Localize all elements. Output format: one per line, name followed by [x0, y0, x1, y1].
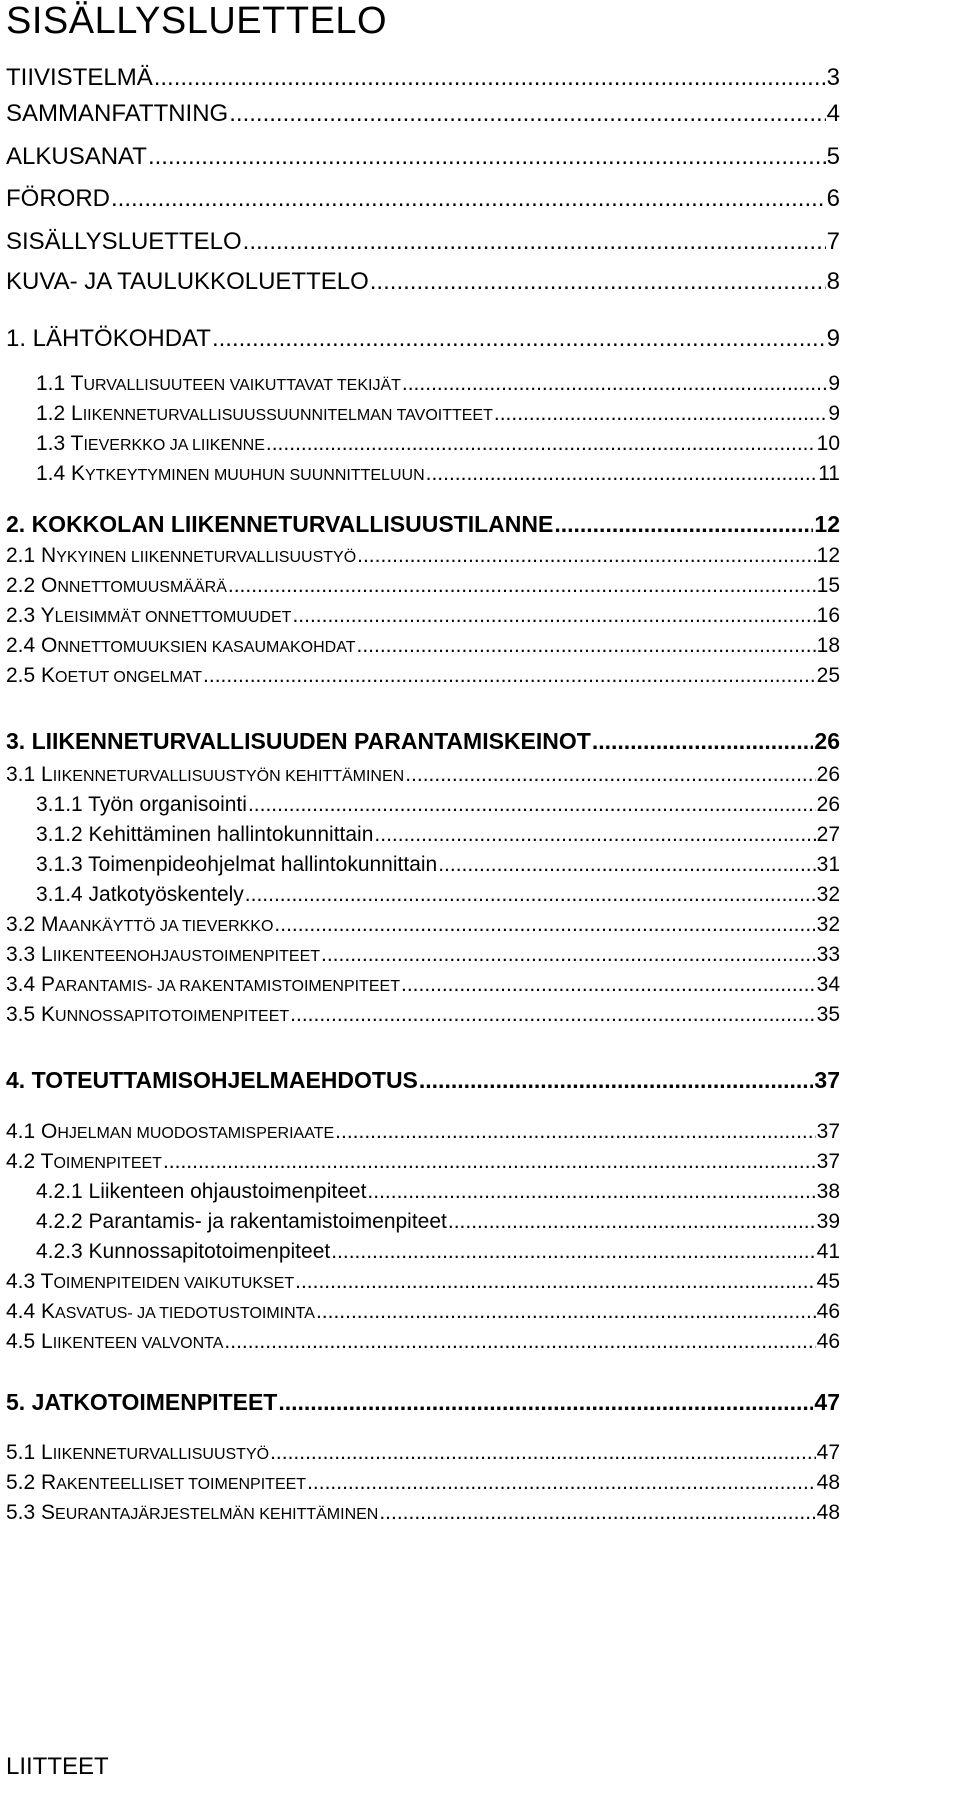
toc-entry-alkusanat[interactable] [6, 142, 840, 172]
toc-entry-number: 3.1 [6, 763, 42, 786]
toc-entry-label [36, 399, 493, 429]
toc-dot-leader [243, 227, 826, 257]
toc-entry-initial: S [41, 1501, 56, 1524]
toc-entry-number: 3.2 [6, 913, 42, 936]
toc-entry-label [6, 910, 273, 940]
toc-entry-chapter-4[interactable] [6, 1065, 840, 1095]
toc-page-number: 27 [816, 823, 840, 846]
toc-entry-label: 3.1.3 Toimenpideohjelmat hallintokunnittain [36, 853, 438, 876]
toc-page-number: 45 [816, 1270, 840, 1293]
toc-page-number: 16 [816, 604, 840, 627]
toc-page-number: 26 [814, 728, 840, 754]
toc-entry-rest: HJELMAN MUODOSTAMISPERIAATE [57, 1125, 335, 1142]
toc-entry-2-5[interactable] [6, 661, 840, 691]
toc-entry-number: 2.3 [6, 604, 41, 627]
toc-entry-chapter-3[interactable] [6, 726, 840, 756]
toc-page-number: 8 [826, 268, 840, 295]
toc-entry-5-1[interactable] [6, 1438, 840, 1468]
toc-entry-number: 4.2 [6, 1150, 41, 1173]
toc-dot-leader [494, 399, 827, 429]
appendix-heading: LIITTEET [6, 1753, 109, 1780]
toc-entry-chapter-1[interactable] [6, 324, 840, 354]
toc-entry-label [6, 541, 356, 571]
toc-page-number: 37 [814, 1067, 840, 1093]
toc-entry-4-5[interactable] [6, 1327, 840, 1357]
toc-entry-label: 5. JATKOTOIMENPITEET [6, 1389, 278, 1415]
toc-entry-label [6, 571, 227, 601]
toc-entry-rest: URVALLISUUTEEN VAIKUTTAVAT TEKIJÄT [83, 377, 401, 394]
toc-dot-leader [356, 631, 815, 661]
toc-entry-number: 2.1 [6, 544, 42, 567]
toc-entry-label: ALKUSANAT [6, 143, 147, 170]
toc-entry-label [6, 970, 400, 1000]
toc-entry-number: 1.2 [36, 402, 72, 425]
toc-entry-3-1-4[interactable] [36, 880, 840, 910]
toc-entry-label: FÖRORD [6, 185, 110, 212]
toc-entry-number: 2.5 [6, 664, 42, 687]
toc-entry-4-3[interactable] [6, 1267, 840, 1297]
toc-entry-1-1[interactable] [36, 369, 840, 399]
toc-entry-initial: L [71, 402, 83, 425]
toc-entry-rest: EURANTAJÄRJESTELMÄN KEHITTÄMINEN [55, 1506, 379, 1523]
toc-entry-3-1-3[interactable] [36, 850, 840, 880]
toc-entry-label: 4.2.3 Kunnossapitotoimenpiteet [36, 1240, 331, 1263]
toc-entry-initial: L [41, 943, 53, 966]
toc-dot-leader [148, 142, 826, 172]
toc-entry-label [6, 940, 320, 970]
toc-entry-initial: L [41, 1441, 53, 1464]
toc-entry-1-4[interactable] [36, 459, 840, 489]
toc-entry-label [6, 760, 404, 790]
toc-entry-rest: LEISIMMÄT ONNETTOMUUDET [54, 609, 292, 626]
toc-entry-1-3[interactable] [36, 429, 840, 459]
toc-dot-leader [367, 1177, 815, 1207]
toc-entry-number: 5.3 [6, 1501, 42, 1524]
toc-page-number: 25 [816, 664, 840, 687]
toc-dot-leader [224, 1327, 815, 1357]
toc-entry-3-1-2[interactable] [36, 820, 840, 850]
toc-dot-leader [163, 1147, 816, 1177]
toc-entry-4-4[interactable] [6, 1297, 840, 1327]
toc-entry-initial: L [41, 763, 53, 786]
toc-page-number: 41 [816, 1240, 840, 1263]
toc-entry-tiivistelma[interactable] [6, 63, 840, 93]
toc-page-number: 46 [816, 1300, 840, 1323]
toc-page-number: 37 [816, 1150, 840, 1173]
toc-dot-leader [379, 1498, 815, 1528]
toc-entry-initial: T [70, 432, 84, 455]
toc-page-number: 31 [816, 853, 840, 876]
toc-page-number: 48 [816, 1471, 840, 1494]
toc-page-number: 48 [816, 1501, 840, 1524]
toc-entry-initial: T [40, 1270, 54, 1293]
toc-dot-leader [321, 940, 816, 970]
toc-entry-1-2[interactable] [36, 399, 840, 429]
toc-page-number: 9 [828, 402, 840, 425]
toc-entry-initial: N [41, 544, 57, 567]
toc-dot-leader [292, 601, 815, 631]
toc-entry-rest: OIMENPITEET [53, 1155, 162, 1172]
toc-entry-rest: ARANTAMIS- JA RAKENTAMISTOIMENPITEET [55, 978, 400, 995]
toc-entry-label [6, 661, 202, 691]
toc-entry-number: 1.1 [36, 372, 71, 395]
toc-entry-initial: K [41, 1003, 56, 1026]
toc-entry-rest: IIKENTEENOHJAUSTOIMENPITEET [52, 948, 321, 965]
toc-dot-leader [374, 820, 815, 850]
toc-entry-initial: K [41, 664, 56, 687]
toc-entry-rest: IIKENTEEN VALVONTA [52, 1335, 224, 1352]
toc-dot-leader [370, 267, 826, 297]
toc-entry-4-2[interactable] [6, 1147, 840, 1177]
toc-entry-4-2-3[interactable] [36, 1237, 840, 1267]
toc-entry-label: 4. TOTEUTTAMISOHJELMAEHDOTUS [6, 1067, 418, 1093]
toc-dot-leader [274, 910, 815, 940]
toc-entry-chapter-2[interactable] [6, 509, 840, 539]
toc-entry-initial: T [40, 1150, 54, 1173]
toc-dot-leader [438, 850, 815, 880]
toc-entry-initial: O [41, 574, 58, 597]
toc-page-number: 9 [828, 372, 840, 395]
toc-entry-5-3[interactable] [6, 1498, 840, 1528]
toc-entry-number: 1.4 [36, 462, 72, 485]
toc-entry-label: 3.1.4 Jatkotyöskentely [36, 883, 244, 906]
toc-dot-leader [270, 1438, 816, 1468]
toc-dot-leader [248, 790, 816, 820]
toc-entry-chapter-5[interactable] [6, 1387, 840, 1417]
toc-entry-label [6, 1267, 294, 1297]
toc-entry-number: 5.2 [6, 1471, 42, 1494]
toc-entry-number: 2.2 [6, 574, 42, 597]
toc-entry-label: 1. LÄHTÖKOHDAT [6, 325, 211, 352]
toc-entry-rest: IEVERKKO JA LIIKENNE [83, 437, 265, 454]
toc-page-number: 9 [826, 325, 840, 352]
toc-page-number: 12 [816, 544, 840, 567]
toc-entry-3-1[interactable] [6, 760, 840, 790]
toc-entry-label [6, 1327, 223, 1357]
toc-entry-forord[interactable] [6, 184, 840, 214]
toc-entry-initial: M [41, 913, 59, 936]
page-title: SISÄLLYSLUETTELO [6, 0, 388, 42]
toc-page-number: 35 [816, 1003, 840, 1026]
toc-dot-leader [448, 1207, 816, 1237]
toc-page-number: 32 [816, 883, 840, 906]
toc-dot-leader [307, 1468, 816, 1498]
toc-page-number: 34 [816, 973, 840, 996]
toc-entry-initial: P [41, 973, 56, 996]
toc-entry-label: KUVA- JA TAULUKKOLUETTELO [6, 268, 369, 295]
toc-page-number: 26 [816, 793, 840, 816]
toc-entry-label [6, 601, 291, 631]
toc-entry-5-2[interactable] [6, 1468, 840, 1498]
toc-entry-initial: L [41, 1330, 53, 1353]
toc-entry-sammanfattning[interactable] [6, 99, 840, 129]
toc-entry-rest: YTKEYTYMINEN MUUHUN SUUNNITTELUUN [85, 467, 425, 484]
toc-entry-label [6, 1297, 315, 1327]
toc-entry-kuva-ja-taulukkoluettelo[interactable] [6, 267, 840, 297]
toc-entry-4-1[interactable] [6, 1117, 840, 1147]
toc-entry-label: 2. KOKKOLAN LIIKENNETURVALLISUUSTILANNE [6, 511, 554, 537]
toc-entry-3-3[interactable] [6, 940, 840, 970]
toc-entry-label [6, 1438, 269, 1468]
toc-entry-rest: YKYINEN LIIKENNETURVALLISUUSTYÖ [56, 549, 357, 566]
toc-entry-label [6, 1468, 306, 1498]
toc-entry-number: 3.3 [6, 943, 42, 966]
toc-page-number: 32 [816, 913, 840, 936]
toc-entry-2-4[interactable] [6, 631, 840, 661]
toc-page-number: 5 [826, 143, 840, 170]
toc-entry-rest: AKENTEELLISET TOIMENPITEET [56, 1476, 307, 1493]
toc-entry-rest: IIKENNETURVALLISUUSSUUNNITELMAN TAVOITTEET [82, 407, 493, 424]
toc-entry-initial: R [41, 1471, 57, 1494]
toc-entry-2-2[interactable] [6, 571, 840, 601]
toc-entry-label [6, 1498, 378, 1528]
toc-entry-sisallysluettelo[interactable] [6, 227, 840, 257]
toc-page-number: 4 [826, 100, 840, 127]
toc-page-number: 26 [816, 763, 840, 786]
toc-entry-label: 3.1.1 Työn organisointi [36, 793, 247, 816]
toc-entry-number: 3.5 [6, 1003, 42, 1026]
toc-entry-3-5[interactable] [6, 1000, 840, 1030]
toc-entry-initial: T [70, 372, 84, 395]
toc-entry-label: 3.1.2 Kehittäminen hallintokunnittain [36, 823, 374, 846]
toc-dot-leader [592, 726, 814, 756]
toc-dot-leader [154, 63, 826, 93]
toc-entry-initial: O [41, 1120, 58, 1143]
toc-page-number: 47 [814, 1389, 840, 1415]
toc-page-number: 12 [814, 511, 840, 537]
toc-entry-number: 3.4 [6, 973, 42, 996]
toc-page-number: 6 [826, 185, 840, 212]
toc-entry-label [36, 459, 425, 489]
toc-page-number: 7 [826, 228, 840, 255]
toc-dot-leader [331, 1237, 815, 1267]
toc-entry-label [6, 631, 355, 661]
toc-entry-rest: UNNOSSAPITOTOIMENPITEET [55, 1008, 290, 1025]
toc-entry-2-1[interactable] [6, 541, 840, 571]
toc-entry-label: TIIVISTELMÄ [6, 64, 153, 91]
toc-page-number: 38 [816, 1180, 840, 1203]
toc-entry-rest: ASVATUS- JA TIEDOTUSTOIMINTA [55, 1305, 315, 1322]
toc-entry-number: 4.3 [6, 1270, 41, 1293]
toc-entry-3-1-1[interactable] [36, 790, 840, 820]
toc-entry-rest: OETUT ONGELMAT [55, 669, 203, 686]
toc-entry-rest: NNETTOMUUSMÄÄRÄ [57, 579, 227, 596]
toc-dot-leader [290, 1000, 815, 1030]
toc-dot-leader [266, 429, 816, 459]
toc-entry-label [36, 369, 401, 399]
toc-entry-number: 1.3 [36, 432, 71, 455]
toc-page-number: 33 [816, 943, 840, 966]
toc-entry-initial: Y [40, 604, 55, 627]
toc-entry-rest: IIKENNETURVALLISUUSTYÖ [52, 1446, 270, 1463]
toc-entry-number: 4.1 [6, 1120, 42, 1143]
toc-entry-rest: NNETTOMUUKSIEN KASAUMAKOHDAT [57, 639, 356, 656]
toc-entry-label: 4.2.1 Liikenteen ohjaustoimenpiteet [36, 1180, 367, 1203]
toc-dot-leader [295, 1267, 816, 1297]
toc-dot-leader [278, 1387, 813, 1417]
toc-entry-number: 4.4 [6, 1300, 42, 1323]
toc-page-number: 10 [816, 432, 840, 455]
toc-page-number: 18 [816, 634, 840, 657]
toc-entry-label: SAMMANFATTNING [6, 100, 229, 127]
toc-entry-number: 2.4 [6, 634, 42, 657]
toc-entry-label [6, 1117, 334, 1147]
toc-entry-number: 5.1 [6, 1441, 42, 1464]
toc-entry-rest: OIMENPITEIDEN VAIKUTUKSET [53, 1275, 295, 1292]
toc-entry-3-4[interactable] [6, 970, 840, 1000]
toc-entry-4-2-2[interactable] [36, 1207, 840, 1237]
toc-dot-leader [402, 369, 827, 399]
toc-entry-3-2[interactable] [6, 910, 840, 940]
toc-page-number: 39 [816, 1210, 840, 1233]
toc-dot-leader [228, 571, 816, 601]
toc-entry-label: 3. LIIKENNETURVALLISUUDEN PARANTAMISKEINOT [6, 728, 591, 754]
toc-entry-label [6, 1147, 162, 1177]
toc-page-number: 11 [818, 462, 840, 485]
toc-dot-leader [554, 509, 813, 539]
toc-dot-leader [212, 324, 826, 354]
toc-entry-initial: K [71, 462, 86, 485]
toc-dot-leader [405, 760, 815, 790]
toc-page-number: 15 [816, 574, 840, 597]
toc-dot-leader [229, 99, 825, 129]
toc-dot-leader [426, 459, 818, 489]
toc-dot-leader [245, 880, 816, 910]
toc-page-number: 3 [826, 64, 840, 91]
toc-dot-leader [203, 661, 816, 691]
toc-entry-initial: O [41, 634, 58, 657]
toc-entry-label: SISÄLLYSLUETTELO [6, 228, 242, 255]
toc-page-number: 47 [816, 1441, 840, 1464]
toc-entry-4-2-1[interactable] [36, 1177, 840, 1207]
toc-page-number: 46 [816, 1330, 840, 1353]
toc-page-number: 37 [816, 1120, 840, 1143]
toc-dot-leader [111, 184, 826, 214]
toc-dot-leader [335, 1117, 815, 1147]
toc-dot-leader [316, 1297, 816, 1327]
toc-entry-label: 4.2.2 Parantamis- ja rakentamistoimenpiteet [36, 1210, 447, 1233]
toc-dot-leader [401, 970, 816, 1000]
toc-entry-2-3[interactable] [6, 601, 840, 631]
toc-entry-number: 4.5 [6, 1330, 42, 1353]
toc-dot-leader [419, 1065, 814, 1095]
toc-entry-rest: IIKENNETURVALLISUUSTYÖN KEHITTÄMINEN [52, 768, 405, 785]
toc-entry-label [6, 1000, 289, 1030]
toc-dot-leader [357, 541, 816, 571]
toc-entry-rest: AANKÄYTTÖ JA TIEVERKKO [58, 918, 274, 935]
toc-entry-initial: K [41, 1300, 56, 1323]
toc-entry-label [36, 429, 265, 459]
